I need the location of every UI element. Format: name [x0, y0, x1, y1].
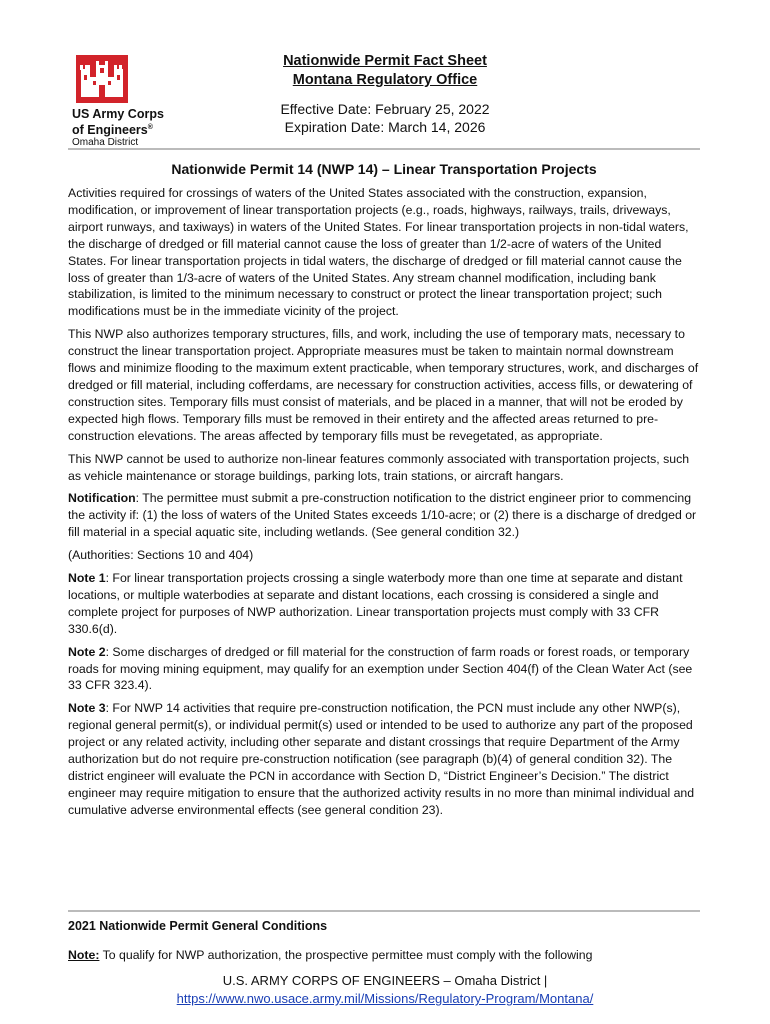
registered-mark: ®	[147, 124, 153, 131]
note1-text: : For linear transportation projects crossing a single waterbody more than one time at separate and distant locations, or multiple waterbodies at separate and distant locations, each crossing is considered a single and complete project for purposes of NWP authorization. Linear transportation projects must comply with 33 CFR 330.6(d).	[68, 571, 683, 636]
header-divider	[68, 148, 700, 150]
paragraph-note1	[68, 570, 700, 638]
page-footer	[0, 972, 770, 1008]
notification-text: : The permittee must submit a pre-construction notification to the district engineer prior to commencing the activity if: (1) the loss of waters of the United States exceeds 1/10-acre; or (2) there is a discharge of dredged or fill material in a special aquatic site, including wetlands. (See general condition 32.)	[68, 491, 697, 540]
paragraph-authorities: (Authorities: Sections 10 and 404)	[68, 548, 254, 563]
footer-link[interactable]: https://www.nwo.usace.army.mil/Missions/Regulatory-Program/Montana/	[176, 991, 594, 1006]
castle-icon	[76, 55, 128, 103]
logo-line2: of Engineers	[72, 123, 148, 138]
header-title-line1: Nationwide Permit Fact Sheet	[283, 53, 487, 69]
general-conditions-title: 2021 Nationwide Permit General Conditions	[68, 919, 328, 933]
document-header	[200, 52, 570, 136]
paragraph-temporary: This NWP also authorizes temporary structures, fills, and work, including the use of temporary mats, necessary to construct the linear transportation project. Appropriate measures must be taken to maintain normal downstream flows and minimize flooding to the maximum extent practicable, when temporary structures, work, and discharges of dredged or fill material, including cofferdams, are necessary for construction activities, access fills, or dewatering of construction sites. Temporary fills must consist of materials, and be placed in a manner, that will not be eroded by expected high flows. Temporary fills must be removed in their entirety and the affected areas returned to pre-construction elevations. The areas affected by temporary fills must be revegetated, as appropriate.	[68, 327, 699, 443]
section-title: Nationwide Permit 14 (NWP 14) – Linear Transportation Projects	[171, 161, 597, 177]
gc-note-label: Note:	[68, 948, 100, 962]
footer-org: U.S. ARMY CORPS OF ENGINEERS – Omaha District |	[222, 973, 548, 988]
logo-wordmark	[72, 107, 182, 149]
expiration-date: Expiration Date: March 14, 2026	[284, 119, 486, 135]
paragraph-notification	[68, 490, 700, 541]
header-title-line2: Montana Regulatory Office	[292, 72, 478, 88]
note3-text: : For NWP 14 activities that require pre-construction notification, the PCN must include any other NWP(s), regional general permit(s), or individual permit(s) used or intended to be used to authorize any part of the proposed project or any related activity, including other separate and distant crossings that require Department of the Army authorization but do not require pre-construction notification (see paragraph (b)(4) of general condition 32). The district engineer will evaluate the PCN in accordance with Section D, “District Engineer’s Decision.” The district engineer may require mitigation to ensure that the authorized activity results in no more than minimal individual and cumulative adverse environmental effects (see general condition 23).	[68, 701, 695, 817]
usace-logo	[72, 55, 182, 149]
document-body	[68, 185, 700, 825]
note3-label: Note 3	[68, 701, 106, 716]
gc-note-text: To qualify for NWP authorization, the prospective permittee must comply with the following	[99, 948, 593, 962]
paragraph-note3	[68, 700, 700, 818]
effective-date: Effective Date: February 25, 2022	[280, 101, 490, 117]
note2-text: : Some discharges of dredged or fill material for the construction of farm roads or forest roads, or temporary roads for moving mining equipment, may qualify for an exemption under Section 404(f) of the Clean Water Act (see 33 CFR 323.4).	[68, 644, 693, 693]
conditions-divider	[68, 910, 700, 912]
general-conditions	[68, 918, 700, 964]
paragraph-description: Activities required for crossings of waters of the United States associated with the construction, expansion, modification, or improvement of linear transportation projects (e.g., roads, highways, railways, trails, driveways, airport runways, and taxiways) in waters of the United States. For linear transportation projects in non-tidal waters, the discharge of dredged or fill material cannot cause the loss of greater than 1/2-acre of waters of the United States. For linear transportation projects in tidal waters, the discharge of dredged or fill material cannot cause the loss of greater than 1/3-acre of waters of the United States. Any stream channel modification, including bank stabilization, is limited to the minimum necessary to construct or protect the linear transportation project; such modifications must be in the immediate vicinity of the project.	[68, 186, 689, 319]
general-conditions-note	[68, 947, 700, 964]
note2-label: Note 2	[68, 644, 106, 659]
logo-district: Omaha District	[72, 137, 139, 149]
paragraph-note2	[68, 644, 700, 695]
notification-label: Notification	[68, 491, 136, 506]
logo-line1: US Army Corps	[72, 107, 164, 121]
note1-label: Note 1	[68, 571, 106, 586]
paragraph-nonlinear: This NWP cannot be used to authorize non-linear features commonly associated with transportation projects, such as vehicle maintenance or storage buildings, parking lots, train stations, or aircraft hangars.	[68, 451, 690, 483]
